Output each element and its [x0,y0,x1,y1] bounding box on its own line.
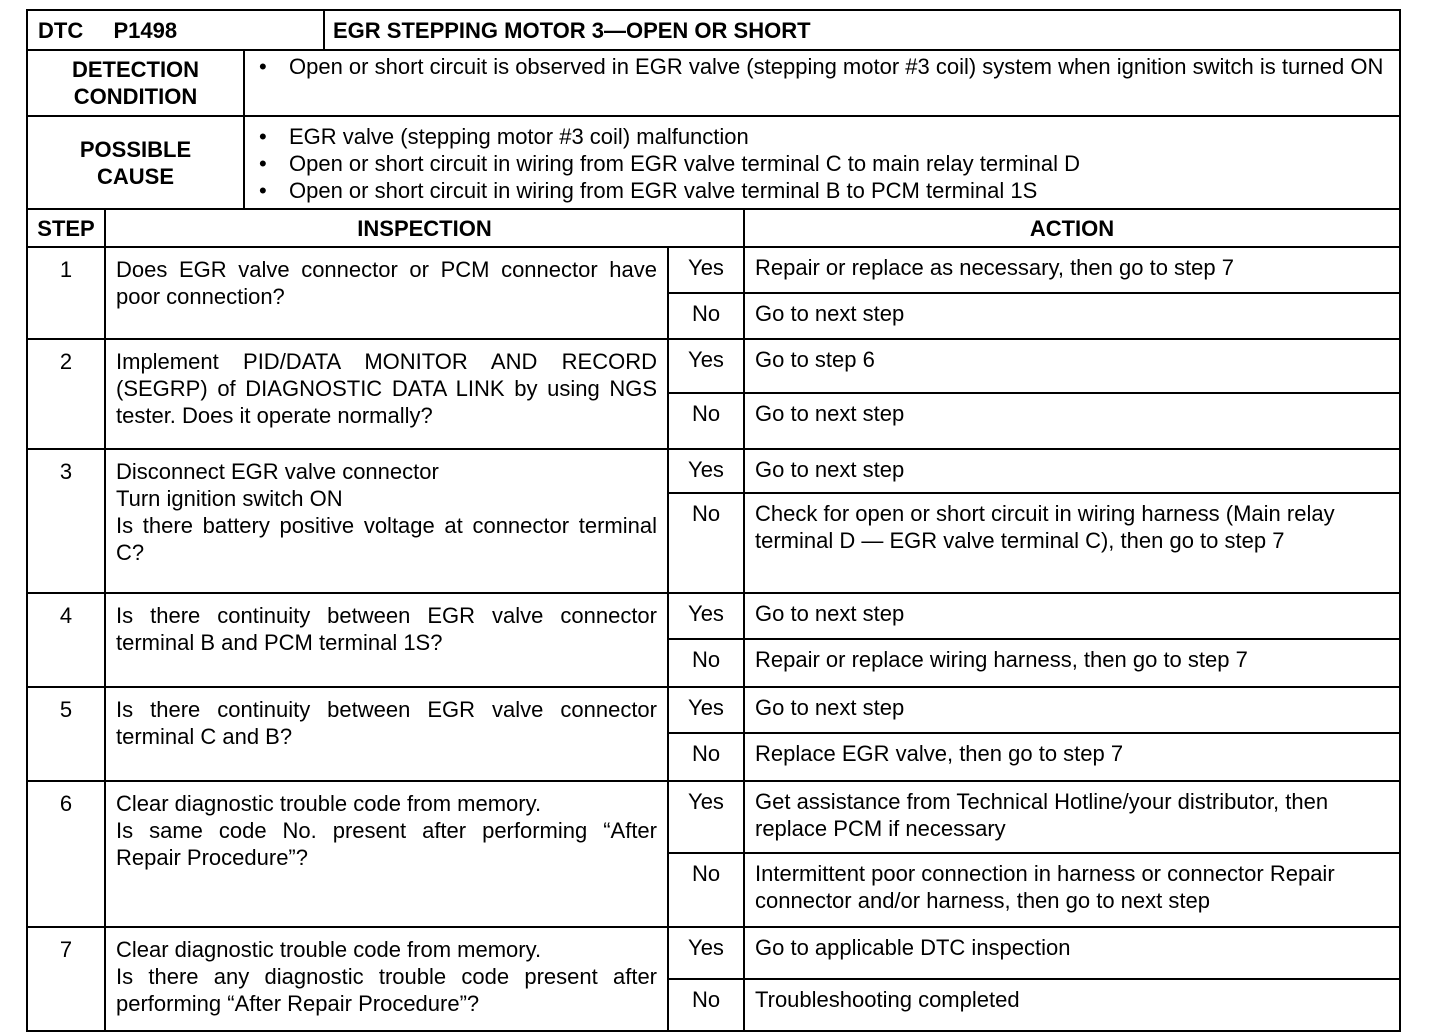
step-row [27,339,1400,393]
yes-action: Go to step 6 [744,339,1400,393]
dtc-code-cell [27,10,324,50]
col-step-header: STEP [27,209,105,247]
steps-header-row [27,209,1400,247]
step-row [27,781,1400,853]
dtc-header-table [26,9,1401,51]
no-label: No [668,493,744,593]
step-row [27,927,1400,979]
step-row [27,593,1400,639]
inspection-line: Is there continuity between EGR valve connector terminal C and B? [116,697,657,749]
yes-action: Go to next step [744,687,1400,733]
yes-label: Yes [668,781,744,853]
step-number: 2 [27,339,105,449]
possible-cause-row [27,116,1400,209]
no-label: No [668,393,744,449]
no-label: No [668,639,744,687]
col-action-header: ACTION [744,209,1400,247]
yes-label: Yes [668,339,744,393]
yes-label: Yes [668,593,744,639]
no-action: Go to next step [744,293,1400,339]
step-inspection [105,593,668,687]
step-number: 7 [27,927,105,1031]
no-label: No [668,733,744,781]
step-inspection [105,781,668,927]
step-row [27,687,1400,733]
step-number: 1 [27,247,105,339]
inspection-line: Does EGR valve connector or PCM connector have poor connection? [116,257,657,309]
yes-label: Yes [668,449,744,493]
detection-content [244,50,1400,116]
inspection-line: Implement PID/DATA MONITOR AND RECORD (SEGRP) of DIAGNOSTIC DATA LINK by using NGS tester. Does it operate normally? [116,349,657,428]
inspection-line: Is there any diagnostic trouble code present after performing “After Repair Procedure”? [116,964,657,1016]
no-action: Repair or replace wiring harness, then go to step 7 [744,639,1400,687]
bullet-item: • Open or short circuit in wiring from EGR valve terminal C to main relay terminal D [289,150,1391,177]
detection-label-line1: DETECTION [71,57,200,82]
bullet-item: • Open or short circuit in wiring from EGR valve terminal B to PCM terminal 1S [289,177,1391,204]
step-inspection [105,339,668,449]
yes-action: Get assistance from Technical Hotline/your distributor, then replace PCM if necessary [744,781,1400,853]
no-action: Intermittent poor connection in harness or connector Repair connector and/or harness, then go to next step [744,853,1400,927]
dtc-document [26,9,1401,1032]
possible-cause-label [27,116,244,209]
yes-action: Go to applicable DTC inspection [744,927,1400,979]
step-number: 5 [27,687,105,781]
col-inspection-header: INSPECTION [105,209,744,247]
dtc-code: P1498 [113,17,178,43]
inspection-line: Clear diagnostic trouble code from memory. [116,791,542,816]
yes-label: Yes [668,927,744,979]
step-number: 6 [27,781,105,927]
step-inspection [105,449,668,593]
detection-list [245,51,1399,84]
step-number: 4 [27,593,105,687]
step-row [27,247,1400,293]
no-label: No [668,853,744,927]
step-inspection [105,687,668,781]
condition-table [26,49,1401,210]
no-action: Replace EGR valve, then go to step 7 [744,733,1400,781]
no-action: Go to next step [744,393,1400,449]
inspection-line: Is same code No. present after performing “After Repair Procedure”? [116,818,657,870]
step-inspection [105,927,668,1031]
detection-label-line2: CONDITION [73,84,198,109]
yes-action: Go to next step [744,449,1400,493]
dtc-label: DTC [38,17,84,43]
yes-action: Go to next step [744,593,1400,639]
inspection-line: Disconnect EGR valve connector [116,459,439,484]
step-row [27,449,1400,493]
no-label: No [668,293,744,339]
bullet-item: • Open or short circuit is observed in EGR valve (stepping motor #3 coil) system when ignition switch is turned ON [289,53,1391,80]
possible-cause-content [244,116,1400,209]
inspection-line: Clear diagnostic trouble code from memory. [116,937,542,962]
detection-row [27,50,1400,116]
no-action: Troubleshooting completed [744,979,1400,1031]
yes-label: Yes [668,687,744,733]
step-number: 3 [27,449,105,593]
inspection-line: Is there battery positive voltage at connector terminal C? [116,513,657,565]
steps-body [27,209,1400,1031]
dtc-header-row [27,10,1400,50]
yes-label: Yes [668,247,744,293]
inspection-line: Is there continuity between EGR valve connector terminal B and PCM terminal 1S? [116,603,657,655]
inspection-line: Turn ignition switch ON [116,486,343,511]
no-label: No [668,979,744,1031]
possible-cause-label-line2: CAUSE [96,163,174,189]
bullet-item: • EGR valve (stepping motor #3 coil) malfunction [289,123,1391,150]
possible-cause-list [245,117,1399,208]
steps-table [26,208,1401,1032]
yes-action: Repair or replace as necessary, then go to step 7 [744,247,1400,293]
possible-cause-label-line1: POSSIBLE [79,136,192,162]
detection-label [27,50,244,116]
no-action: Check for open or short circuit in wiring harness (Main relay terminal D — EGR valve terminal C), then go to step 7 [744,493,1400,593]
step-inspection [105,247,668,339]
dtc-title: EGR STEPPING MOTOR 3—OPEN OR SHORT [324,10,1400,50]
